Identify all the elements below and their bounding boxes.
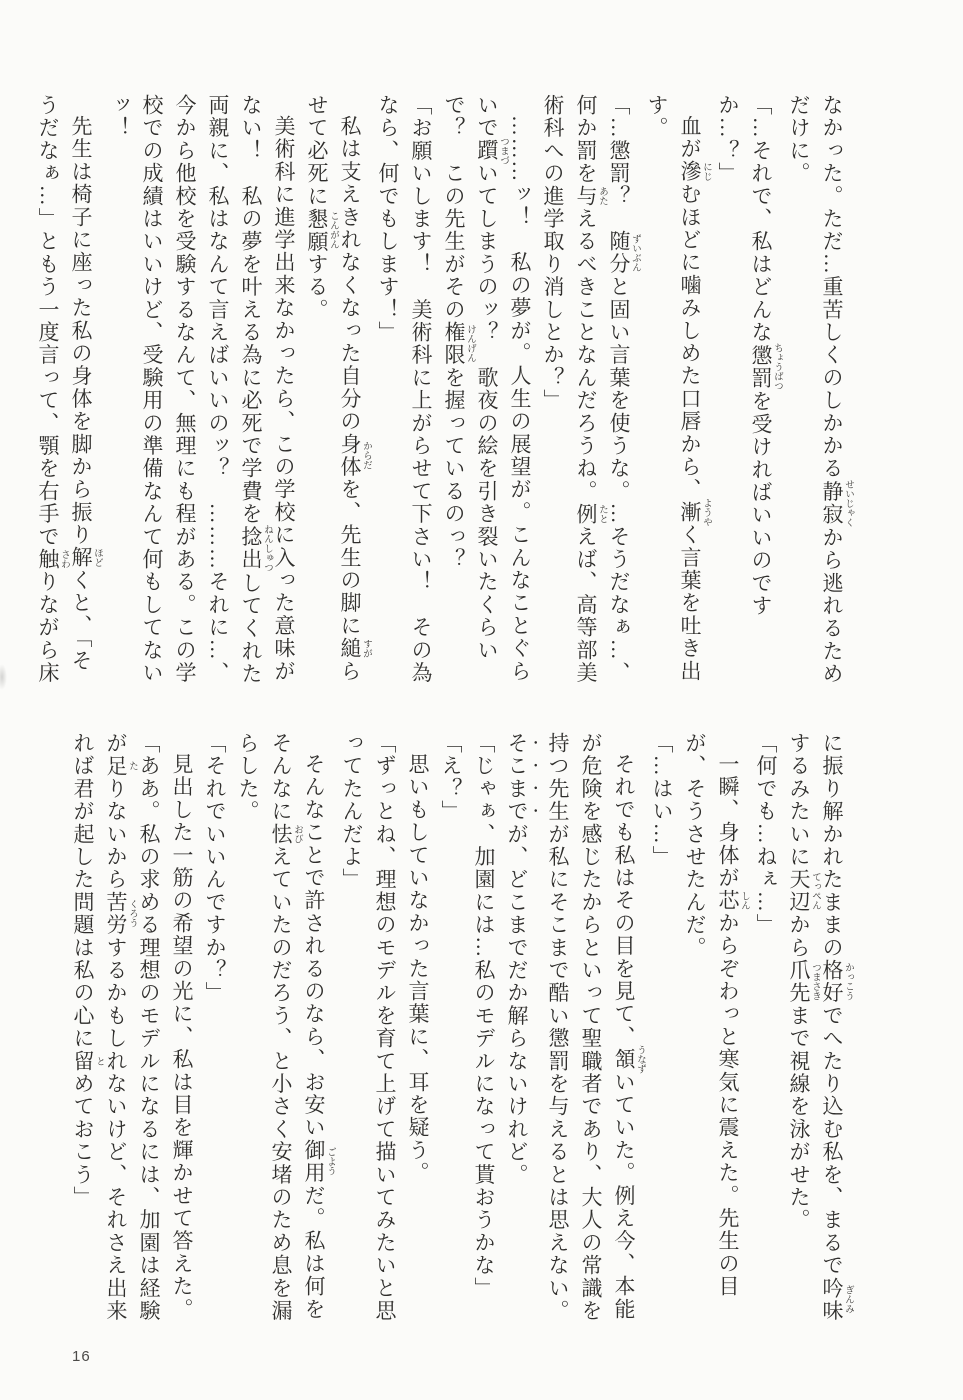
ruby-annotated-text: 漸 ようや xyxy=(678,498,711,527)
paragraph: に振り解かれたままの格好 かっこうでへたり込む私を、まるで吟味 ぎんみするみたいに天辺 てっぺんから爪先 つまさきまで視線を泳がせた。 xyxy=(787,732,853,1323)
ruby-annotated-text: 懲罰 ちょうばつ xyxy=(749,343,782,391)
scan-edge-smudge xyxy=(0,664,7,690)
ruby-annotated-text: 身体 からだ xyxy=(338,432,371,479)
paragraph: 美術科に進学出来なかったら、この学校に入った意味がない！ 私の夢を叶える為に必死で学費を捻出 ねんしゅつしてくれた両親に、私はなんて言えばいいのッ？ ………それに…、今から他校を受験するなんて、無理にも程がある。この学校での成績はいいけど、受験用の準備なんて何もしてないッ！ xyxy=(107,94,296,686)
paragraph: 「…懲罰？ 随分 ずいぶんと固い言葉を使うな。…そうだなぁ…、何か罰を与 あたえるべきことなんだろうね。例 たとえば、高等部美術科への進学取り消しとか？」 xyxy=(541,94,640,685)
paragraph: 「ああ。私の求める理想のモデルになるには、加園は経験が足 たりないから苦労 くろうするかもしれないけど、それさえ出来れば君が起した問題は私の心に留 とめておこう」 xyxy=(71,732,161,1323)
paragraph: 「ずっとね、理想のモデルを育て上げて描いてみたいと思ってたんだよ」 xyxy=(340,732,397,1323)
furigana: さわ xyxy=(59,548,69,571)
paragraph: 「じゃぁ、加園には…私のモデルになって貰おうかな」 xyxy=(472,732,496,1300)
page-number: 16 xyxy=(72,1348,91,1365)
furigana: こんがん xyxy=(328,207,338,253)
paragraph: 血が滲 にじむほどに噛みしめた口唇から、漸 ようやく言葉を吐き出す。 xyxy=(645,94,711,683)
ruby-annotated-text: 懇願 こんがん xyxy=(305,207,338,253)
paragraph: 思いもしていなかった言葉に、耳を疑う。 xyxy=(406,753,430,1185)
paragraph: ………ッ！ 私の夢が。人生の展望が。こんなことぐらいで躓 つまづいてしまうのッ？ 歌夜の絵を引き裂いたくらいで？ この先生がその権限 けんげんを握っているのっ？ xyxy=(442,94,532,683)
emphasized-text: そこまで xyxy=(505,732,529,823)
furigana: にじ xyxy=(701,160,711,184)
furigana: と xyxy=(94,1049,104,1073)
furigana: からだ xyxy=(361,432,371,479)
ruby-annotated-text: 解 ほど xyxy=(69,546,102,570)
ruby-annotated-text: 苦労 くろう xyxy=(104,890,137,937)
furigana: かっこう xyxy=(843,959,853,1005)
paragraph: 私は支えきれなくなった自分の身体 からだを、先生の脚に縋 すがらせて必死に懇願 こんがんする。 xyxy=(305,94,371,683)
paragraph: 「お願いします！ 美術科に上がらせて下さい！ その為なら、何でもします！」 xyxy=(376,94,433,685)
ruby-annotated-text: 与 あた xyxy=(574,184,607,208)
paragraph: それでも私はその目を見て、頷 うなずいていた。例え今、本能が危険を感じたからといって聖職者であり、大人の常識を持つ先生が私にそこまで酷い懲罰を与えるとは思えない。そこまでが、どこまでだか解らないけれど。 xyxy=(505,732,645,1323)
paragraph: 「何でも…ねぇ…」 xyxy=(754,732,778,937)
ruby-annotated-text: 格好 かっこう xyxy=(820,959,853,1005)
furigana: ぎんみ xyxy=(843,1276,853,1323)
paragraph: 見出した一筋の希望の光に、私は目を輝かせて答えた。 xyxy=(170,753,194,1321)
furigana: ほど xyxy=(92,546,102,569)
furigana: うなず xyxy=(635,1045,645,1074)
furigana: けんげん xyxy=(465,321,475,367)
furigana: あた xyxy=(597,184,607,208)
ruby-annotated-text: 触 さわ xyxy=(36,548,69,571)
ruby-annotated-text: 天辺 てっぺん xyxy=(787,868,820,914)
furigana: つまさき xyxy=(810,959,820,1005)
ruby-annotated-text: 随分 ずいぶん xyxy=(607,230,640,276)
furigana: た xyxy=(127,754,137,778)
furigana: ちょうばつ xyxy=(772,343,782,391)
ruby-annotated-text: 縋 すが xyxy=(338,637,371,660)
ruby-annotated-text: 躓 つまづ xyxy=(475,136,508,166)
ruby-annotated-text: 滲 にじ xyxy=(678,160,711,184)
paragraph: 「…それで、私はどんな懲罰 ちょうばつを受ければいいのですか…？」 xyxy=(716,94,782,618)
furigana: ねんしゅつ xyxy=(262,524,272,573)
ruby-annotated-text: 留 と xyxy=(71,1049,104,1073)
furigana: てっぺん xyxy=(810,868,820,914)
furigana: くろう xyxy=(127,890,137,937)
furigana: ごよう xyxy=(325,1138,335,1185)
ruby-annotated-text: 捻出 ねんしゅつ xyxy=(239,524,272,573)
furigana: つまづ xyxy=(498,136,508,166)
furigana: すが xyxy=(361,637,371,660)
ruby-annotated-text: 頷 うなず xyxy=(612,1045,645,1074)
furigana: おび xyxy=(292,822,302,846)
paragraph: 「…はい…」 xyxy=(650,732,674,869)
furigana: ずいぶん xyxy=(630,230,640,276)
furigana: しん xyxy=(739,889,749,912)
ruby-annotated-text: 御用 ごよう xyxy=(302,1138,335,1185)
ruby-annotated-text: 足 た xyxy=(104,754,137,778)
ruby-annotated-text: 爪先 つまさき xyxy=(787,959,820,1005)
furigana: たと xyxy=(597,502,607,526)
ruby-annotated-text: 芯 しん xyxy=(716,889,749,912)
top-text-block xyxy=(36,94,853,687)
ruby-annotated-text: 吟味 ぎんみ xyxy=(820,1276,853,1323)
furigana: ようや xyxy=(701,498,711,527)
paragraph: 「え？」 xyxy=(439,732,463,823)
paragraph: なかった。ただ…重苦しくのしかかる静寂 せいじゃくから逃れるためだけに。 xyxy=(787,94,853,686)
ruby-annotated-text: 例 たと xyxy=(574,502,607,526)
paragraph: 「それでいいんですか？」 xyxy=(203,732,227,1005)
furigana: せいじゃく xyxy=(843,479,853,527)
paragraph: 一瞬、身体が芯 しんからぞわっと寒気に震えた。先生の目が、そうさせたんだ。 xyxy=(683,732,749,1298)
ruby-annotated-text: 静寂 せいじゃく xyxy=(820,479,853,527)
paragraph: 先生は椅子に座った私の身体を脚から振り解 ほどくと、「そうだなぁ…」ともう一度言って、顎を右手で触 さわりながら床 xyxy=(36,94,102,685)
bottom-text-block xyxy=(68,732,853,1328)
ruby-annotated-text: 怯 おび xyxy=(269,822,302,846)
ruby-annotated-text: 権限 けんげん xyxy=(442,321,475,367)
paragraph: そんなことで許されるのなら、お安い御用 ごようだ。私は何をそんなに怯 おびえていたのだろう、と小さく安堵のため息を漏らした。 xyxy=(236,732,335,1323)
